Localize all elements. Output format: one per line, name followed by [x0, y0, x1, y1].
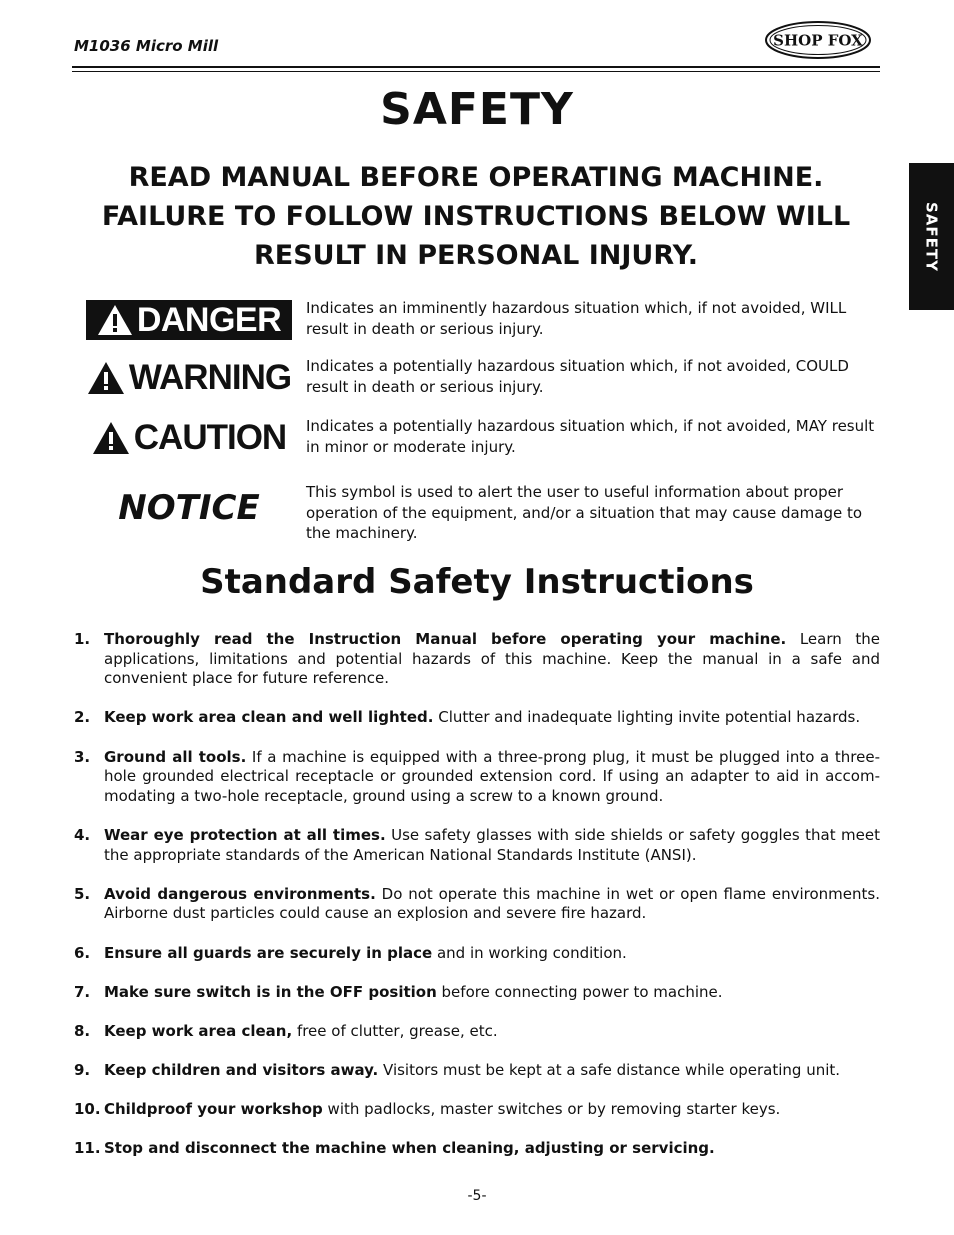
safety-instructions-list	[74, 630, 880, 1179]
caution-signal: CAUTION	[84, 416, 294, 460]
section-tab	[909, 163, 954, 310]
warning-heading: READ MANUAL BEFORE OPERATING MACHINE. FAILURE TO FOLLOW INSTRUCTIONS BELOW WILL RESULT IN PERSONAL INJURY.	[101, 162, 851, 271]
manual-title: M1036 Micro Mill	[74, 37, 219, 55]
danger-signal: DANGER	[84, 298, 294, 342]
page-title: SAFETY	[380, 84, 574, 135]
list-item: 2. Keep work area clean and well lighted. Clutter and inadequate lighting invite potential hazards.	[74, 708, 861, 727]
list-item: 3. Ground all tools. If a machine is equipped with a three-prong plug, it must be plugged into a three-hole grounded electrical receptacle or grounded extension cord. If using an adapter to aid in accom-modating a two-hole receptacle, ground using a screw to a known ground.	[74, 747, 880, 805]
list-item: 9. Keep children and visitors away. Visitors must be kept at a safe distance while operating unit.	[74, 1061, 841, 1080]
notice-signal: NOTICE	[118, 488, 260, 528]
danger-description: Indicates an imminently hazardous situation which, if not avoided, WILL result in death or serious injury.	[306, 299, 847, 338]
header-rule	[72, 66, 880, 68]
warning-description: Indicates a potentially hazardous situation which, if not avoided, COULD result in death or serious injury.	[306, 357, 849, 396]
list-item: 1. Thoroughly read the Instruction Manual before operating your machine. Learn the applications, limitations and potential hazards of this machine. Keep the manual in a safe and convenient place for future reference.	[74, 630, 880, 688]
caution-description: Indicates a potentially hazardous situation which, if not avoided, MAY result in minor or moderate injury.	[306, 417, 875, 456]
warning-triangle-icon	[92, 421, 130, 455]
svg-text:SHOP FOX: SHOP FOX	[773, 31, 863, 50]
list-item: 7. Make sure switch is in the OFF position before connecting power to machine.	[74, 982, 723, 1001]
page-number: -5-	[467, 1188, 487, 1204]
section-tab-label: SAFETY	[922, 201, 941, 272]
notice-description: This symbol is used to alert the user to useful information about proper operation of the equipment, and/or a situation that may cause damage to the machinery.	[306, 483, 863, 542]
header-rule-thin	[72, 71, 880, 72]
list-item: 8. Keep work area clean, free of clutter, grease, etc.	[74, 1021, 498, 1040]
section-title: Standard Safety Instructions	[200, 562, 754, 602]
list-item: 5. Avoid dangerous environments. Do not operate this machine in wet or open flame environments. Airborne dust particles could cause an explosion and severe fire hazard.	[74, 884, 880, 923]
list-item: 4. Wear eye protection at all times. Use safety glasses with side shields or safety goggles that meet the appropriate standards of the American National Standards Institute (ANSI).	[74, 825, 880, 864]
warning-signal: WARNING	[84, 356, 294, 400]
shop-fox-logo	[764, 20, 872, 60]
warning-triangle-icon	[97, 304, 133, 336]
list-item: 10. Childproof your workshop with padlocks, master switches or by removing starter keys.	[74, 1100, 781, 1119]
warning-triangle-icon	[87, 361, 125, 395]
list-item: 6. Ensure all guards are securely in place and in working condition.	[74, 943, 627, 962]
list-item: 11. Stop and disconnect the machine when cleaning, adjusting or servicing.	[74, 1139, 715, 1158]
